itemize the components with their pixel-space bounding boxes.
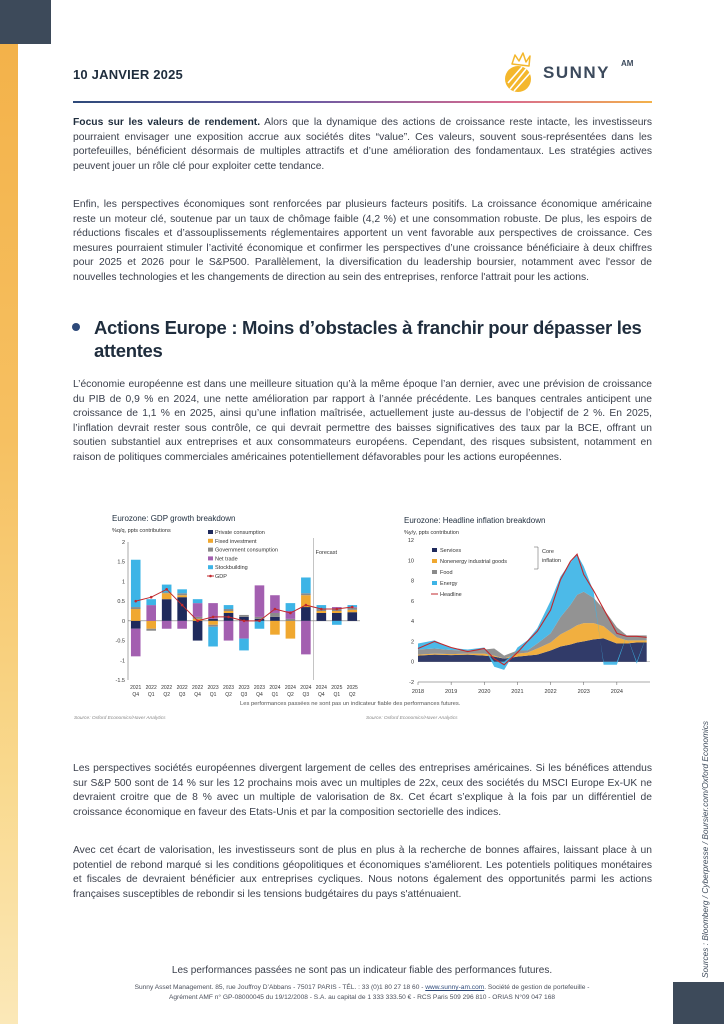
bar-segment [347,612,357,621]
core-label-1: Core [542,549,554,555]
bar-segment [224,609,234,611]
gdp-point [351,606,354,609]
bar-segment [177,589,187,593]
footer-legal-line-2: Agrément AMF n° GP-08000045 du 19/12/2008 - S.A. au capital de 1 333 333.50 € - RCS Paris 509 296 810 - ORIAS N°09 047 168 [168,993,556,1001]
y-tick-label: 2 [121,540,125,546]
chart-title: Eurozone: Headline inflation breakdown [404,516,546,525]
gdp-point [227,616,230,619]
forecast-label: Forecast [315,550,338,556]
x-tick-year: 2021 [130,685,142,691]
x-tick-quarter: Q1 [271,692,279,698]
section-bullet-icon [72,323,80,331]
core-bracket [534,547,538,569]
bar-segment [239,615,249,617]
gdp-point [150,596,153,599]
gdp-growth-chart-svg [74,512,366,722]
paragraph-value-focus [73,116,652,174]
x-tick-label: 2018 [411,689,425,695]
chart-source: Source: Oxford Economics/Haver Analytics [366,716,458,721]
bar-segment [177,593,187,595]
bar-segment [131,607,141,609]
gdp-point [336,608,339,611]
x-tick-quarter: Q2 [225,692,232,698]
bar-segment [224,621,234,641]
x-tick-year: 2024 [300,685,312,691]
footer-disclaimer: Les performances passées ne sont pas un indicateur fiable des performances futures. [171,965,553,976]
bar-segment [162,593,172,599]
bar-segment [224,605,234,609]
bar-segment [332,621,342,625]
chart-title: Eurozone: GDP growth breakdown [112,514,236,523]
legend-entry: Services [440,548,462,554]
bar-segment [301,577,311,593]
bar-segment [208,627,218,647]
x-tick-year: 2024 [269,685,281,691]
y-tick-label: -1 [120,658,125,665]
section-title: Actions Europe : Moins d’obstacles à franchir pour dépasser les attentes [94,317,642,361]
bar-segment [317,613,327,621]
legend-entry: Fixed investment [215,538,257,545]
x-tick-quarter: Q2 [163,692,171,698]
bar-segment [193,599,203,603]
x-tick-quarter: Q2 [287,692,294,698]
x-tick-quarter: Q1 [333,692,341,698]
x-tick-year: 2023 [222,685,235,691]
inflation-breakdown-chart [366,512,660,722]
gdp-point [274,608,277,611]
y-tick-label: 12 [407,538,414,544]
bar-segment [317,611,327,613]
x-tick-year: 2022 [176,685,188,691]
legend-entry: Private consumption [215,530,265,536]
bar-segment [270,621,280,635]
legend-point [209,575,212,578]
bar-segment [146,599,156,605]
x-tick-year: 2024 [284,685,296,691]
gdp-point [165,588,168,591]
legend-swatch [208,565,213,569]
inflation-breakdown-chart-svg [366,512,660,722]
x-tick-label: 2019 [445,689,458,695]
y-tick-label: -1.5 [115,678,125,684]
x-tick-quarter: Q3 [302,692,310,698]
sun-crown-icon [496,47,544,97]
y-tick-label: 1 [121,579,125,586]
bar-segment [146,605,156,621]
legend-entry: Government consumption [215,547,278,554]
y-tick-label: 6 [410,598,414,605]
legend-swatch [432,548,437,552]
legend-entry: Headline [440,592,462,598]
sunny-am-logo [496,47,656,97]
paragraph-valuation-gap: Avec cet écart de valorisation, les investisseurs sont de plus en plus à la recherche de bonnes affaires, laissant place à un potentiel de rebond marqué si les conditions géopolitiques et économiques s'améliorent. Les potentiels politiques monétaires et fiscales de devraient bénéficier aux entreprises cycliques. Nous notons également des opportunités parmi les actions françaises susceptibles de rebondir si les tensions budgétaires du pays s'atténuaient. [73,845,652,900]
y-tick-label: 0 [410,659,414,666]
paragraph-earnings-divergence: Les perspectives sociétés européennes divergent largement de celles des entreprises américaines. Si les bénéfices attendus sur S&P 500 sont de 14 % sur les 12 prochains mois avec un multiples de 22x, ceux des sociétés du MSCI Europe Ex-UK ne devraient croitre que de 8 % avec un multiple de valorisation de 8x. Cet écart s’explique à la fois par un différentiel de croissance économique en faveur des Etats-Unis et par la composition sectorielle des indices. [73,763,652,818]
x-tick-quarter: Q3 [240,692,248,698]
corner-block-top-left [0,0,51,44]
y-tick-label: 8 [410,578,414,585]
bar-segment [347,610,357,612]
gdp-point [196,620,199,623]
x-tick-label: 2023 [577,689,590,695]
gdp-point [212,616,215,619]
legend-entry: GDP [215,574,227,580]
sources-vertical-label: Sources : Bloomberg / Cyberpresse / Boursier.com/Oxford Economics [700,721,710,978]
legend-swatch [208,530,213,534]
bar-segment [193,603,203,617]
x-tick-year: 2022 [161,685,173,691]
bar-segment [255,585,265,617]
footer-legal-line-1: Sunny Asset Management. 85, rue Jouffroy D’Abbans - 75017 PARIS - TÉL. : 33 (0)1 80 27 18 60 - [134,984,426,991]
bar-segment [332,611,342,613]
bar-segment [162,599,172,621]
logo-suffix: AM [621,59,634,68]
logo-wordmark: SUNNY [543,63,611,82]
x-tick-label: 2024 [610,689,623,695]
bar-segment [131,621,141,629]
document-date: 10 JANVIER 2025 [73,67,183,82]
gdp-point [181,604,184,607]
paragraph-body: Alors que la dynamique des actions de croissance reste intacte, les investisseurs pourraient envisager une exposition accrue aux sociétés dites “value”. Ces valeurs, souvent sous-représentées dans les portefeuilles, bénéficient désormais de multiples attractifs et d’une amélioration des fondamentaux. Les stratégies actives peuvent jouer un rôle clé pour exploiter cette tendance. [73,117,653,172]
x-tick-quarter: Q3 [178,692,186,698]
paragraph-economic-outlook: Enfin, les perspectives économiques sont renforcées par plusieurs facteurs positifs. La croissance économique américaine reste un moteur clé, soutenue par un taux de chômage faible (4,2 %) et une consommation robuste. De plus, les espoirs de réductions fiscales et d’assouplissements réglementaires apportent un vent favorable aux perspectives de croissance. Ces mesures pourraient stimuler l’activité économique et confirmer les perspectives d’une croissance bénéficiaire à deux chiffres pour 2025 et 2026 pour le S&P500. Parallèlement, la diversification du leadership boursier, notamment avec l'essor de nouvelles technologies et les changements de direction au sein des entreprises, renforce l'attrait pour les actions. [73,199,652,283]
bar-segment [146,629,156,631]
y-tick-label: 4 [410,619,414,626]
gdp-point [243,620,246,623]
bar-segment [332,613,342,621]
x-tick-quarter: Q2 [348,692,356,698]
chart-source: Source: Oxford Economics/Haver Analytics [74,716,166,721]
bar-segment [146,621,156,629]
x-tick-year: 2025 [346,685,358,691]
legend-swatch [432,559,437,563]
x-tick-quarter: Q4 [132,692,140,698]
bar-segment [270,613,280,617]
bar-segment [208,625,218,627]
bar-segment [301,621,311,655]
legend-entry: Stockbuilding [215,565,248,572]
x-tick-label: 2022 [544,689,557,695]
x-tick-year: 2023 [253,685,266,691]
legend-swatch [208,548,213,552]
bar-segment [208,621,218,625]
bar-segment [177,621,187,629]
bar-segment [301,593,311,595]
gdp-point [320,608,323,611]
header-divider [73,101,652,103]
legend-swatch [432,581,437,585]
bar-segment [131,609,141,621]
paragraph-lead-bold: Focus sur les valeurs de rendement. [73,117,261,128]
bar-segment [286,621,296,639]
chart-disclaimer: Les performances passées ne sont pas un indicateur fiable des performances futures. [240,701,461,707]
legend-entry: Food [440,570,453,576]
bar-segment [224,611,234,613]
gdp-point [305,604,308,607]
legend-swatch [208,556,213,560]
decorative-side-band [0,44,18,1024]
y-axis-label: %y/y, ppts contribution [404,530,459,536]
y-axis-label: %q/q, ppts contributions [112,528,171,534]
legend-entry: Energy [440,581,458,587]
bar-segment [177,595,187,597]
gdp-point [258,620,261,623]
gdp-point [134,600,137,603]
y-tick-label: 0.5 [117,599,125,606]
bar-segment [131,629,141,657]
footer-legal [70,983,654,1002]
x-tick-year: 2025 [331,685,343,691]
y-tick-label: -2 [409,680,414,686]
x-tick-year: 2023 [238,685,250,691]
x-tick-label: 2020 [478,689,491,695]
bar-segment [162,621,172,629]
x-tick-quarter: Q1 [147,692,155,698]
x-tick-year: 2022 [145,685,157,691]
bar-segment [193,621,203,641]
x-tick-year: 2022 [192,685,204,691]
legend-entry: Net trade [215,556,238,563]
legend-entry: Nonenergy industrial goods [440,559,507,565]
y-tick-label: 10 [407,558,414,565]
x-tick-quarter: Q1 [209,692,217,698]
core-label-2: inflation [542,558,561,564]
corner-block-bottom-right [673,982,724,1024]
bar-segment [286,619,296,621]
bar-segment [239,621,249,639]
bar-segment [239,639,249,651]
gdp-point [289,612,292,615]
footer-legal-line-1b: . Société de gestion de portefeuille - [484,984,590,991]
bar-segment [286,603,296,611]
bar-segment [270,617,280,621]
x-tick-year: 2023 [207,685,219,691]
x-tick-quarter: Q4 [194,692,201,698]
gdp-growth-chart [74,512,366,722]
legend-swatch [432,570,437,574]
y-tick-label: -0.5 [115,638,125,645]
y-tick-label: 0 [121,618,125,625]
x-tick-year: 2024 [315,685,327,691]
bar-segment [208,619,218,621]
x-tick-label: 2021 [511,689,524,695]
x-tick-quarter: Q4 [317,692,325,698]
x-tick-quarter: Q4 [256,692,263,698]
website-link[interactable]: www.sunny-am.com [425,984,485,991]
legend-swatch [208,539,213,543]
y-tick-label: 1.5 [117,559,125,566]
bar-segment [301,607,311,621]
paragraph-european-economy: L’économie européenne est dans une meilleure situation qu’à la même époque l’an dernier, avec une prévision de croissance du PIB de 0,9 % en 2024, une nette amélioration par rapport à l’année précédente. Les banques centrales anticipent une croissance de 1,1 % en 2025, ainsi qu’une inflation maîtrisée, actuellement juste au-dessus de l’objectif de 2 %. En 2025, l’inflation devrait rester sous contrôle, ce qui devrait permettre des baisses significatives des taux par la BCE, offrant un soutien substantiel aux entreprises et aux consommateurs européens. Cependant, des risques subsistent, notamment en raison de politiques commerciales américaines potentiellement défavorables pour les actions européennes. [73,379,652,463]
y-tick-label: 2 [410,639,414,646]
